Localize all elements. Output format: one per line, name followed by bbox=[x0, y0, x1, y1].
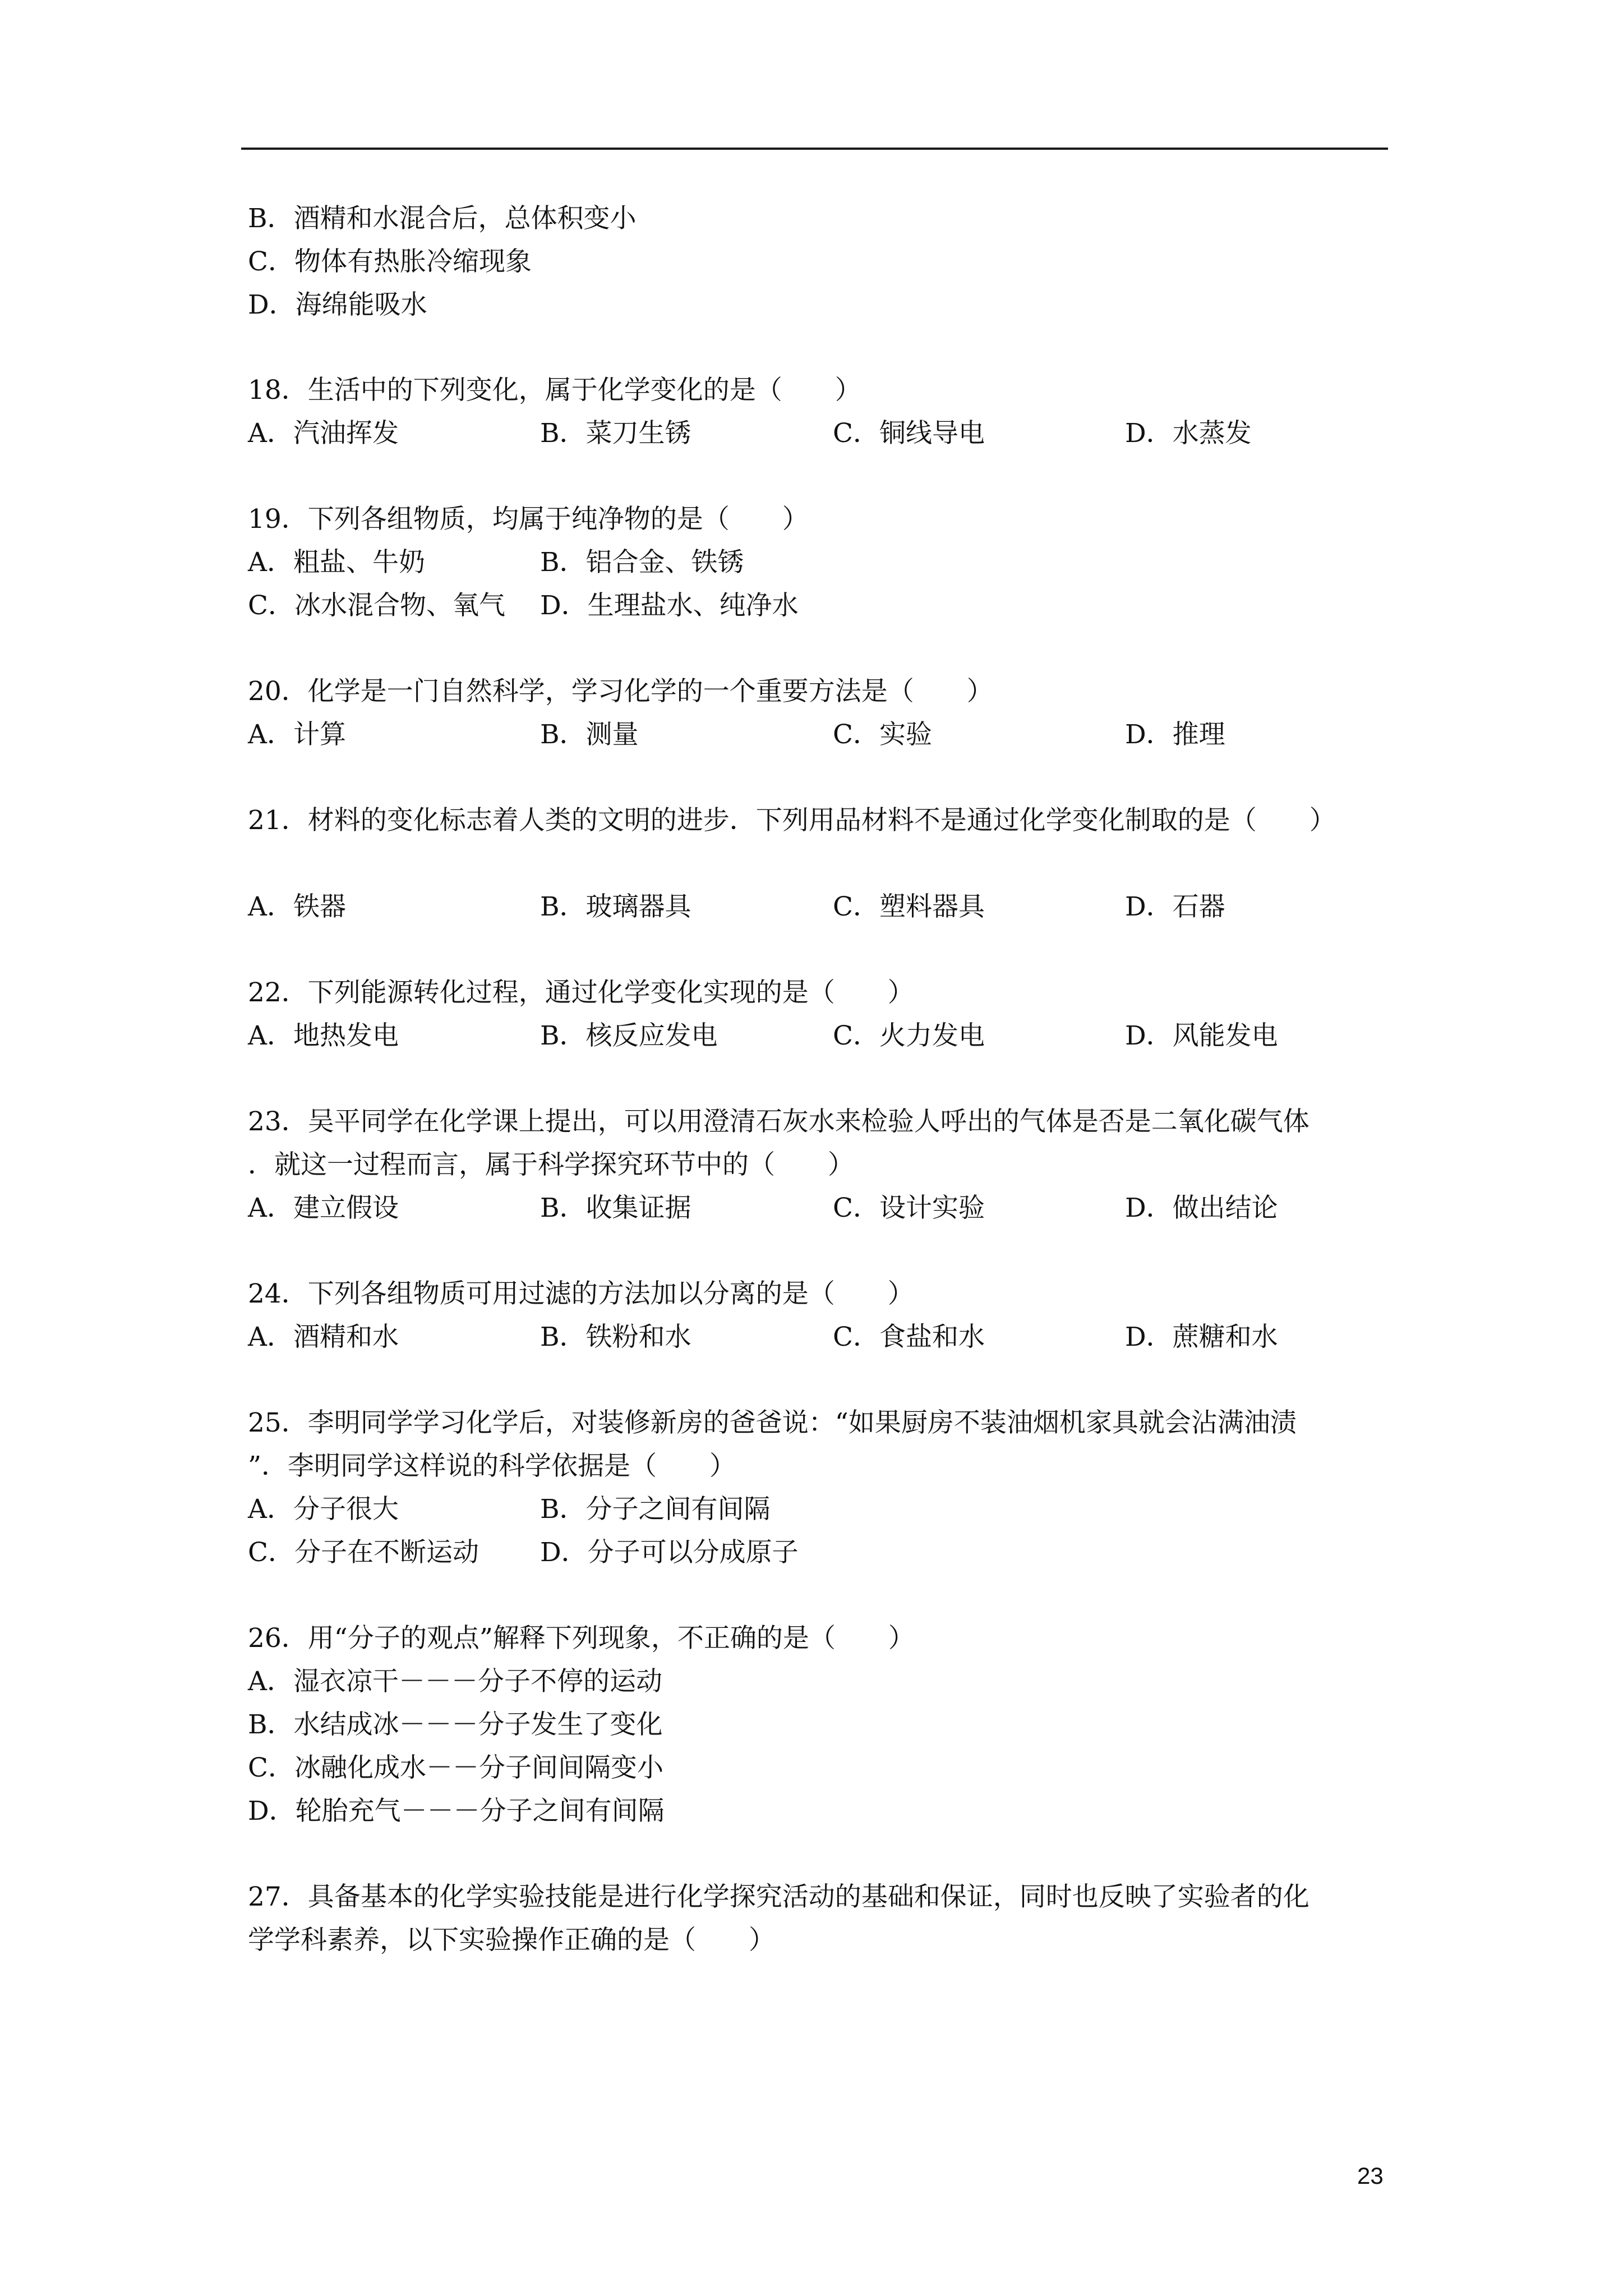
q22-option-d: D．风能发电 bbox=[1125, 1020, 1278, 1051]
q24-option-d: D．蔗糖和水 bbox=[1125, 1322, 1278, 1352]
q24-option-b: B．铁粉和水 bbox=[540, 1322, 691, 1352]
q24-option-c: C．食盐和水 bbox=[833, 1322, 985, 1352]
q24-option-a: A．酒精和水 bbox=[248, 1322, 399, 1352]
q26-option-b: B．水结成冰－－－分子发生了变化 bbox=[248, 1709, 663, 1740]
q25-option-c: C．分子在不断运动 bbox=[248, 1537, 479, 1568]
q21-option-b: B．玻璃器具 bbox=[540, 891, 691, 922]
q18-stem: 18．生活中的下列变化，属于化学变化的是（ ） bbox=[248, 375, 861, 406]
q27-stem-line2: 学学科素养，以下实验操作正确的是（ ） bbox=[248, 1925, 775, 1955]
q21-stem: 21．材料的变化标志着人类的文明的进步．下列用品材料不是通过化学变化制取的是（ ） bbox=[248, 805, 1336, 836]
q22-option-c: C．火力发电 bbox=[833, 1020, 985, 1051]
q17-option-d: D．海绵能吸水 bbox=[248, 289, 427, 320]
q26-stem: 26．用“分子的观点”解释下列现象，不正确的是（ ） bbox=[248, 1623, 915, 1654]
q23-stem-line2: ．就这一过程而言，属于科学探究环节中的（ ） bbox=[248, 1149, 854, 1180]
q20-option-a: A．计算 bbox=[248, 719, 346, 750]
q18-option-c: C．铜线导电 bbox=[833, 418, 985, 449]
q26-option-c: C．冰融化成水－－分子间间隔变小 bbox=[248, 1752, 663, 1783]
header-rule bbox=[241, 148, 1388, 150]
q25-option-d: D．分子可以分成原子 bbox=[540, 1537, 799, 1568]
q22-option-a: A．地热发电 bbox=[248, 1020, 399, 1051]
q21-option-c: C．塑料器具 bbox=[833, 891, 985, 922]
q19-option-c: C．冰水混合物、氧气 bbox=[248, 590, 505, 621]
q18-option-b: B．菜刀生锈 bbox=[540, 418, 691, 449]
q25-option-a: A．分子很大 bbox=[248, 1494, 399, 1525]
q20-option-b: B．测量 bbox=[540, 719, 639, 750]
q27-stem-line1: 27．具备基本的化学实验技能是进行化学探究活动的基础和保证，同时也反映了实验者的化 bbox=[248, 1881, 1310, 1912]
q19-stem: 19．下列各组物质，均属于纯净物的是（ ） bbox=[248, 504, 809, 535]
q26-option-d: D．轮胎充气－－－分子之间有间隔 bbox=[248, 1796, 665, 1826]
q18-option-a: A．汽油挥发 bbox=[248, 418, 399, 449]
q19-option-a: A．粗盐、牛奶 bbox=[248, 547, 425, 578]
q25-stem-line2: ”．李明同学这样说的科学依据是（ ） bbox=[248, 1451, 736, 1481]
q24-stem: 24．下列各组物质可用过滤的方法加以分离的是（ ） bbox=[248, 1278, 914, 1309]
q22-option-b: B．核反应发电 bbox=[540, 1020, 718, 1051]
q23-option-c: C．设计实验 bbox=[833, 1193, 985, 1223]
q23-option-a: A．建立假设 bbox=[248, 1193, 399, 1223]
q22-stem: 22．下列能源转化过程，通过化学变化实现的是（ ） bbox=[248, 977, 914, 1008]
q17-option-c: C．物体有热胀冷缩现象 bbox=[248, 246, 532, 277]
q20-option-d: D．推理 bbox=[1125, 719, 1225, 750]
q17-option-b: B．酒精和水混合后，总体积变小 bbox=[248, 203, 637, 234]
q23-option-d: D．做出结论 bbox=[1125, 1193, 1278, 1223]
q21-option-a: A．铁器 bbox=[248, 891, 346, 922]
q23-stem-line1: 23．吴平同学在化学课上提出，可以用澄清石灰水来检验人呼出的气体是否是二氧化碳气体 bbox=[248, 1106, 1310, 1137]
q25-option-b: B．分子之间有间隔 bbox=[540, 1494, 771, 1525]
q19-option-b: B．铝合金、铁锈 bbox=[540, 547, 744, 578]
q19-option-d: D．生理盐水、纯净水 bbox=[540, 590, 799, 621]
q26-option-a: A．湿衣凉干－－－分子不停的运动 bbox=[248, 1666, 662, 1697]
q18-option-d: D．水蒸发 bbox=[1125, 418, 1252, 449]
q20-option-c: C．实验 bbox=[833, 719, 932, 750]
page-number: 23 bbox=[1357, 2162, 1384, 2189]
q25-stem-line1: 25．李明同学学习化学后，对装修新房的爸爸说：“如果厨房不装油烟机家具就会沾满油渍 bbox=[248, 1407, 1297, 1438]
q21-option-d: D．石器 bbox=[1125, 891, 1225, 922]
q20-stem: 20．化学是一门自然科学，学习化学的一个重要方法是（ ） bbox=[248, 676, 993, 707]
q23-option-b: B．收集证据 bbox=[540, 1193, 691, 1223]
